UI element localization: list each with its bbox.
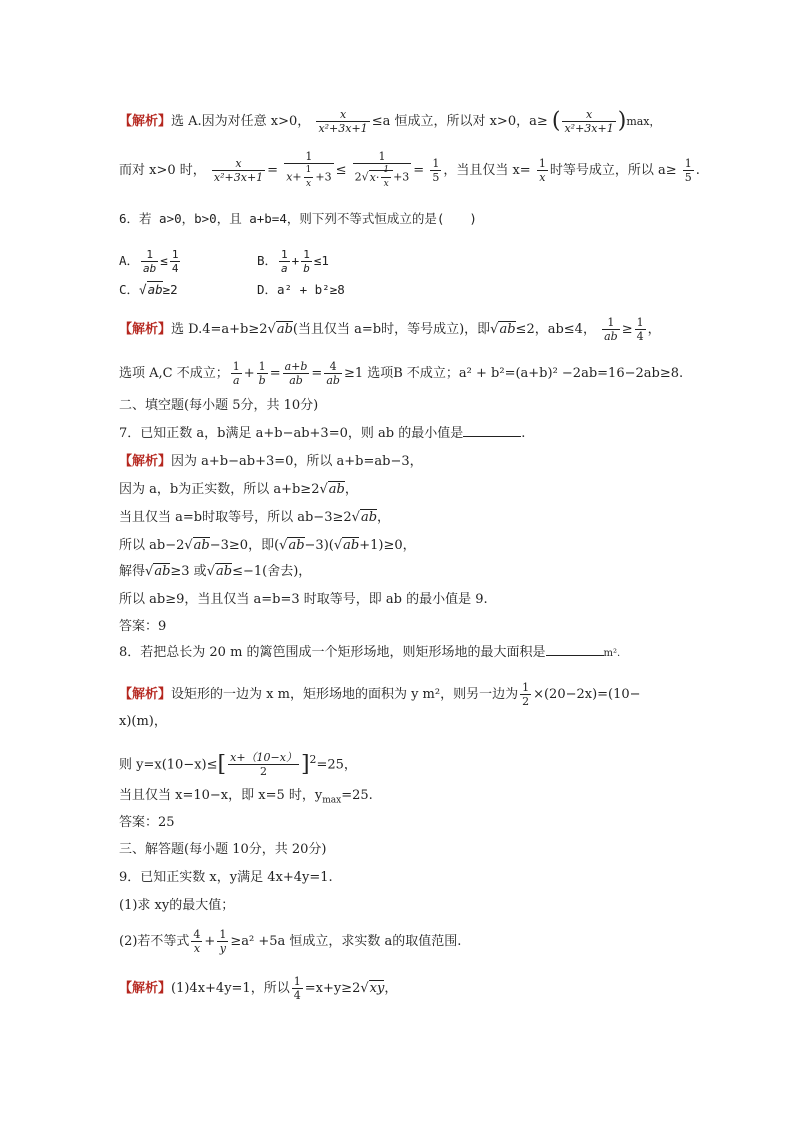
fraction: $\frac{1}{x}$ (538, 157, 546, 184)
solution-6-line-2: 选项 A,C 不成立； $\frac{1}{a}$ + $\frac{1}{b}$ = $\frac{a+b}{ab}$ = $\frac{4}{ab}$ ≥1 选项B 不成立；a² + b²=(a+b)² −2ab=16−2ab≥8. (119, 360, 684, 387)
fraction: 1 x+ $\frac{1}{x}$ +3 (286, 150, 332, 189)
question-9: 9．已知正实数 x，y满足 4x+4y=1. (119, 870, 333, 885)
option-c: C．√ab≥2 (119, 282, 178, 297)
solution-7-line-3: 当且仅当 a=b时取等号，所以 ab−3≥2√ab， (119, 510, 391, 525)
fraction: $\frac{x}{\text{x²+3x+1}}$ (564, 108, 614, 135)
option-b: B． $\frac{1}{a}$ + $\frac{1}{b}$ ≤1 (257, 248, 329, 275)
question-9-part-1: (1)求 xy的最大值； (119, 898, 235, 913)
solution-7-line-1: 【解析】因为 a+b−ab+3=0，所以 a+b=ab−3， (119, 454, 423, 469)
option-row-ab (119, 248, 704, 275)
section-2-heading: 二、填空题(每小题 5分，共 10分) (119, 398, 319, 413)
fraction: $\frac{1}{5}$ (684, 157, 692, 184)
solution-8-line-2: x)(m)， (119, 714, 167, 729)
fraction: $\frac{1}{5}$ (432, 157, 440, 184)
question-7: 7．已知正数 a，b满足 a+b−ab+3=0，则 ab 的最小值是 . (119, 426, 526, 441)
answer-blank (463, 424, 521, 437)
solution-7-line-4: 所以 ab−2√ab−3≥0，即(√ab−3)(√ab+1)≥0， (119, 538, 416, 553)
solution-7-line-2: 因为 a，b为正实数，所以 a+b≥2√ab， (119, 482, 358, 497)
fraction: 1 2√x· $\frac{1}{x}$ +3 (354, 150, 410, 189)
option-d: D．a² + b²≥8 (257, 282, 345, 297)
answer-7: 答案：9 (119, 619, 167, 634)
solution-8-line-1: 【解析】设矩形的一边为 x m，矩形场地的面积为 y m²，则另一边为 $\frac{1}{2}$ ×(20−2x)=(10− (119, 681, 641, 708)
answer-8: 答案：25 (119, 815, 175, 830)
fraction: $\frac{x}{\text{x²+3x+1}}$ (318, 108, 368, 135)
option-row-cd (119, 280, 704, 300)
solution-8-line-3: 则 y=x(10−x)≤[ $\frac{x+(10-x)}{2}$ ]$^2$=25， (119, 751, 357, 779)
solution-7-line-6: 所以 ab≥9，当且仅当 a=b=3 时取等号，即 ab 的最小值是 9. (119, 592, 488, 607)
fraction: $\frac{x}{\text{x²+3x+1}}$ (213, 157, 264, 184)
answer-blank (546, 643, 604, 656)
question-9-part-2: (2)若不等式 $\frac{4}{x}$ + $\frac{1}{y}$ ≥a² +5a 恒成立，求实数 a的取值范围. (119, 928, 462, 955)
section-3-heading: 三、解答题(每小题 10分，共 20分) (119, 842, 327, 857)
question-6: 6．若 a>0，b>0，且 a+b=4，则下列不等式恒成立的是( ) (119, 211, 477, 226)
solution-9-line-1: 【解析】(1)4x+4y=1，所以 $\frac{1}{4}$ =x+y≥2√xy， (119, 975, 398, 1002)
solution-8-line-4: 当且仅当 x=10−x，即 x=5 时，$y_{max}=25$. (119, 788, 373, 806)
solution-5-line-1: 【解析】选 A.因为对任意 x>0， $\frac{x}{\text{x²+3x+1}}$ ≤a 恒成立，所以对 x>0，a≥ ( $\frac{x}{\text{x²+3x+1}}$ )max， (119, 108, 661, 135)
solution-5-line-2: 而对 x>0 时， $\frac{x}{\text{x²+3x+1}}$ = 1 x+ $\frac{1}{x}$ +3 ≤ 1 2√x· $\frac{1}{x}$ +3 = $\frac{1}{5}$ ，当且仅当 x= $\frac{1}{x}$ 时等号成立，所以 a≥ $\frac{1}{5}$ . (119, 150, 700, 189)
solution-7-line-5: 解得√ab≥3 或√ab≤−1(舍去)， (119, 564, 312, 579)
analysis-tag: 【解析】 (119, 114, 172, 129)
option-a: A． $\frac{1}{ab}$ ≤ $\frac{1}{4}$ (119, 248, 179, 275)
question-8: 8．若把总长为 20 m 的篱笆围成一个矩形场地，则矩形场地的最大面积是 m². (119, 645, 621, 660)
solution-6-line-1: 【解析】选 D.4=a+b≥2√ab(当且仅当 a=b时，等号成立)，即√ab≤2，ab≤4， $\frac{1}{ab}$ ≥ $\frac{1}{4}$ ， (119, 316, 661, 343)
